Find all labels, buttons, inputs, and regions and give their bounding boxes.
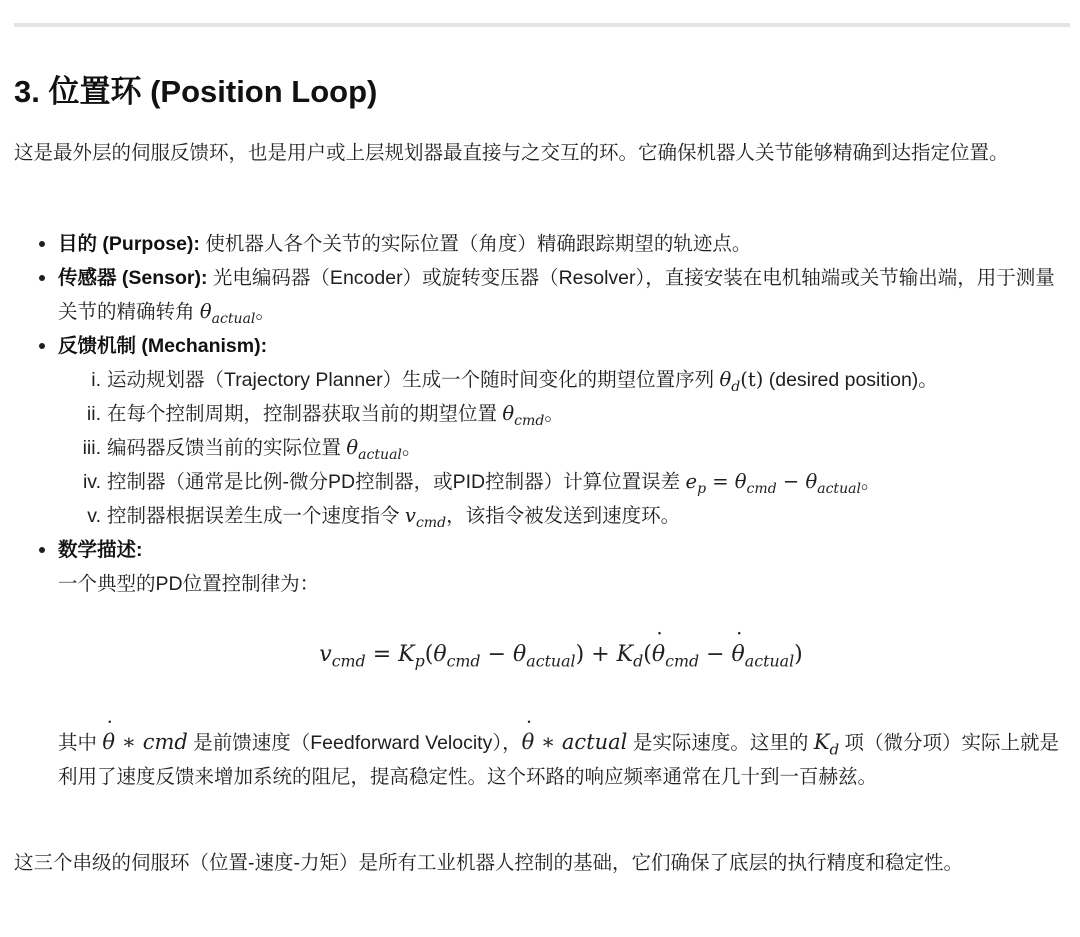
math-label: 数学描述: — [58, 539, 143, 561]
closing-paragraph: 这三个串级的伺服环（位置-速度-力矩）是所有工业机器人控制的基础，它们确保了底层的执行精度和稳定性。 — [14, 852, 963, 874]
sensor-text: 光电编码器（Encoder）或旋转变压器（Resolver），直接安装在电机轴端或关节输出端，用于测量关节的精确转角 — [58, 267, 1055, 323]
intro-paragraph: 这是最外层的伺服反馈环，也是用户或上层规划器最直接与之交互的环。它确保机器人关节能够精确到达指定位置。 — [14, 142, 1009, 164]
step-item: v. 控制器根据误差生成一个速度指令 $v_{cmd}$，该指令被发送到速度环。 — [87, 504, 681, 531]
math-explanation: 其中 θ ˙ ∗ cmd 是前馈速度（Feedforward Velocity），θ ˙ ∗ actual 是实际速度。这里的 $K_d$ 项（微分项）实际上就是利用了速度反馈来增加系统的阻尼，提高稳定性。这个环路的响应频率通常在几十到一百赫兹。 — [58, 725, 1064, 794]
error-equation: $e_p = \theta_{cmd} - \theta_{actual}$ — [685, 470, 861, 497]
step-item: iii. 编码器反馈当前的实际位置 $\theta_{actual}$。 — [82, 436, 422, 463]
list-item-mechanism — [58, 329, 1064, 533]
list-item-purpose — [58, 227, 1064, 261]
purpose-text: 使机器人各个关节的实际位置（角度）精确跟踪期望的轨迹点。 — [199, 233, 752, 255]
bullet-list — [14, 227, 1064, 794]
pd-control-law-formula: $v_{cmd} = K_p(\theta_{cmd} - \theta_{actual}) + K_d(\theta$ $˙_{cmd} - \theta$ $˙_{actual}$) — [58, 635, 1064, 675]
theta-actual-math: $\theta_{actual}$ — [199, 300, 256, 327]
purpose-label: 目的 (Purpose): — [58, 233, 200, 255]
step-item: iv. 控制器（通常是比例-微分PD控制器，或PID控制器）计算位置误差 $e_p = \theta_{cmd} - \theta_{actual}$。 — [82, 470, 881, 497]
list-item-math — [58, 533, 1064, 794]
mechanism-label: 反馈机制 (Mechanism): — [58, 335, 268, 357]
horizontal-rule — [14, 23, 1070, 27]
step-item: i. 运动规划器（Trajectory Planner）生成一个随时间变化的期望位置序列 $\theta_d(t)$ (desired position)。 — [91, 368, 938, 395]
section-heading: 3. 位置环 (Position Loop) — [14, 74, 378, 109]
sensor-end: 。 — [255, 301, 275, 323]
step-item: ii. 在每个控制周期，控制器获取当前的期望位置 $\theta_{cmd}$。 — [86, 402, 564, 429]
mechanism-steps — [58, 363, 1064, 533]
math-intro-line: 一个典型的PD位置控制律为： — [58, 573, 320, 595]
sensor-label: 传感器 (Sensor): — [58, 267, 208, 289]
list-item-sensor — [58, 261, 1064, 329]
